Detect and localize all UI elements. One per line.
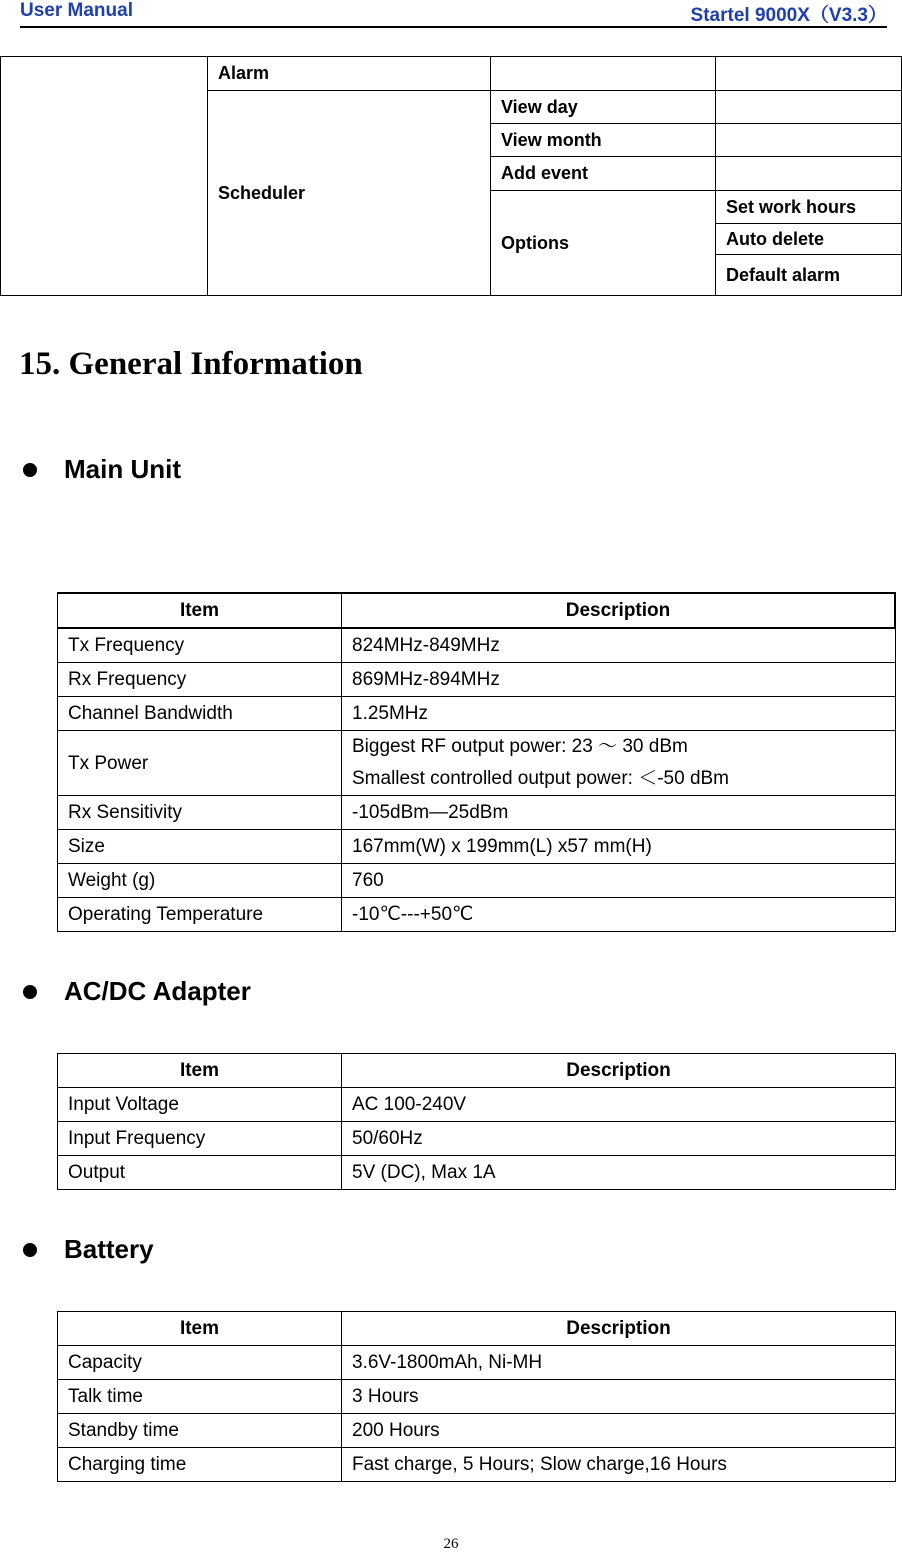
menu-scheduler: Scheduler xyxy=(208,91,491,296)
bullet-icon xyxy=(23,463,37,477)
table-row: Operating Temperature -10℃---+50℃ xyxy=(58,898,896,932)
table-row: Capacity 3.6V-1800mAh, Ni-MH xyxy=(58,1346,896,1380)
battery-heading xyxy=(23,1234,154,1265)
table-row: Tx Frequency 824MHz-849MHz xyxy=(58,628,896,663)
adapter-heading xyxy=(23,976,251,1007)
table-row: Tx Power Biggest RF output power: 23 ～ 30 dBm Smallest controlled output power: ＜-50 dBm xyxy=(58,731,896,796)
col-description: Description xyxy=(342,593,896,628)
main-unit-heading xyxy=(23,454,181,485)
header-product: Startel 9000X（V3.3） xyxy=(690,5,887,26)
section-title: 15. General Information xyxy=(19,346,363,382)
tx-power-max: Biggest RF output power: 23 ～ 30 dBm xyxy=(352,736,688,757)
menu-options: Options xyxy=(491,191,716,296)
battery-title: Battery xyxy=(64,1234,154,1264)
table-row: Talk time 3 Hours xyxy=(58,1380,896,1414)
main-unit-table xyxy=(57,592,896,932)
battery-table xyxy=(57,1311,896,1482)
table-row: Channel Bandwidth 1.25MHz xyxy=(58,697,896,731)
table-row: Charging time Fast charge, 5 Hours; Slow charge,16 Hours xyxy=(58,1448,896,1482)
adapter-table xyxy=(57,1053,896,1190)
menu-view-month: View month xyxy=(491,124,716,157)
table-row: Input Frequency 50/60Hz xyxy=(58,1122,896,1156)
table-row: Weight (g) 760 xyxy=(58,864,896,898)
menu-default-alarm: Default alarm xyxy=(716,255,902,296)
page-number: 26 xyxy=(443,1536,459,1552)
menu-empty-cell xyxy=(1,57,208,296)
table-row: Rx Frequency 869MHz-894MHz xyxy=(58,663,896,697)
bullet-icon xyxy=(23,985,37,999)
menu-view-day: View day xyxy=(491,91,716,124)
table-row: Output 5V (DC), Max 1A xyxy=(58,1156,896,1190)
page-header xyxy=(20,0,887,28)
col-description: Description xyxy=(342,1312,896,1346)
col-item: Item xyxy=(58,1312,342,1346)
table-row: Rx Sensitivity -105dBm—25dBm xyxy=(58,796,896,830)
menu-tree-table xyxy=(0,56,902,296)
col-description: Description xyxy=(342,1054,896,1088)
table-row: Size 167mm(W) x 199mm(L) x57 mm(H) xyxy=(58,830,896,864)
header-title: User Manual xyxy=(20,0,133,21)
col-item: Item xyxy=(58,593,342,628)
table-row: Standby time 200 Hours xyxy=(58,1414,896,1448)
main-unit-title: Main Unit xyxy=(64,454,181,484)
menu-set-work-hours: Set work hours xyxy=(716,191,902,224)
adapter-title: AC/DC Adapter xyxy=(64,976,251,1006)
menu-auto-delete: Auto delete xyxy=(716,224,902,255)
menu-alarm: Alarm xyxy=(208,57,491,91)
bullet-icon xyxy=(23,1243,37,1257)
col-item: Item xyxy=(58,1054,342,1088)
table-row: Input Voltage AC 100-240V xyxy=(58,1088,896,1122)
menu-add-event: Add event xyxy=(491,157,716,191)
tx-power-min: Smallest controlled output power: ＜-50 dBm xyxy=(352,768,730,789)
